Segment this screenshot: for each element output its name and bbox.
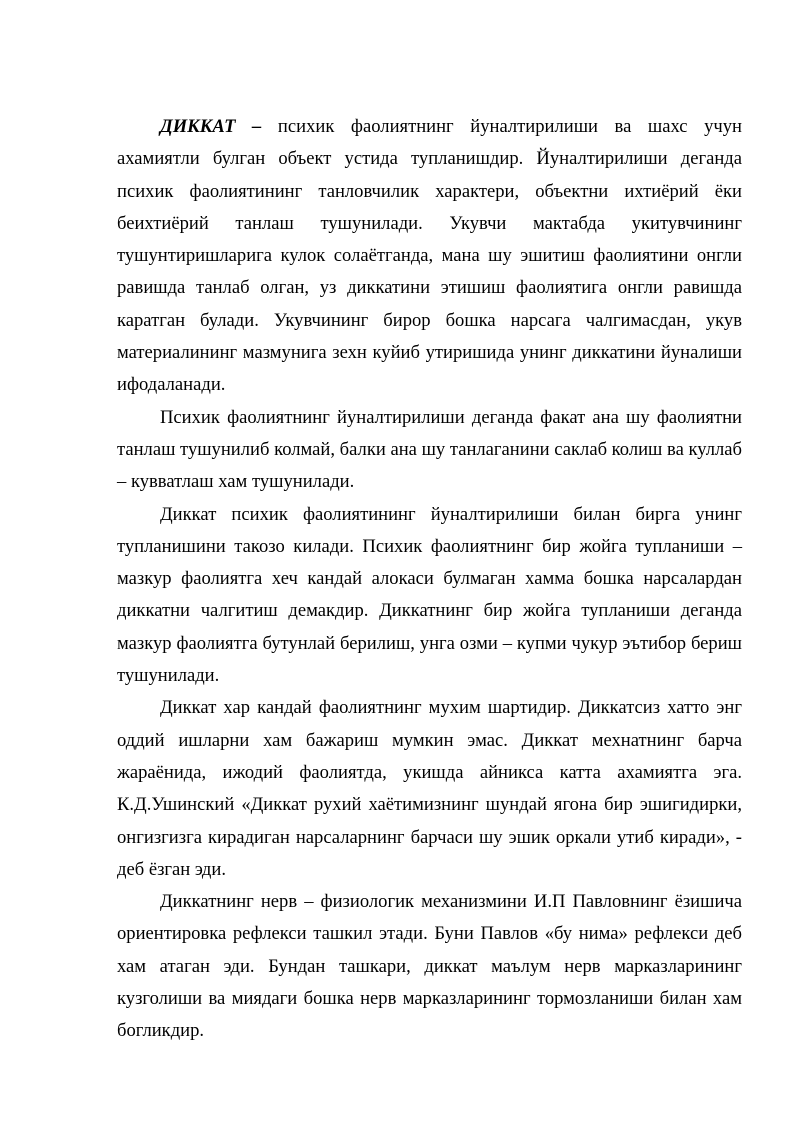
paragraph-1 bbox=[117, 111, 742, 402]
term-heading: ДИККАТ – bbox=[160, 116, 262, 137]
paragraph-4: Диккат хар кандай фаолиятнинг мухим шартидир. Диккатсиз хатто энг оддий ишларни хам бажариш мумкин эмас. Диккат мехнатнинг барча жараёнида, ижодий фаолиятда, укишда айникса катта ахамиятга эга. К.Д.Ушинский «Диккат рухий хаётимизнинг шундай ягона бир эшигидирки, онгизгизга кирадиган нарсаларнинг барчаси шу эшик оркали утиб киради», - деб ёзган эди. bbox=[117, 697, 742, 880]
paragraph-1-text: психик фаолиятнинг йуналтирилиши ва шахс учун ахамиятли булган объект устида тупланишдир. Йуналтирилиши деганда психик фаолиятининг танловчилик характери, объектни ихтиёрий ёки беихтиёрий танлаш тушунилади. Укувчи мактабда укитувчининг тушунтиришларига кулок солаётганда, мана шу эшитиш фаолиятини онгли равишда танлаб олган, уз диккатини этишиш фаолиятига онгли равишда каратган булади. Укувчининг бирор бошка нарсага чалгимасдан, укув материалининг мазмунига зехн куйиб утиришида унинг диккатини йуналиши ифодаланади. bbox=[117, 116, 742, 396]
paragraph-3: Диккат психик фаолиятининг йуналтирилиши билан бирга унинг тупланишини такозо килади. Психик фаолиятнинг бир жойга тупланиши – мазкур фаолиятга хеч кандай алокаси булмаган хамма бошка нарсалардан диккатни чалгитиш демакдир. Диккатнинг бир жойга тупланиши деганда мазкур фаолиятга бутунлай берилиш, унга озми – купми чукур эътибор бериш тушунилади. bbox=[117, 503, 742, 687]
document-body bbox=[117, 111, 742, 1048]
paragraph-5: Диккатнинг нерв – физиологик механизмини И.П Павловнинг ёзишича ориентировка рефлекси ташкил этади. Буни Павлов «бу нима» рефлекси деб хам атаган эди. Бундан ташкари, диккат маълум нерв марказларининг кузголиши ва миядаги бошка нерв марказларининг тормозланиши билан хам богликдир. bbox=[117, 891, 742, 1042]
paragraph-2: Психик фаолиятнинг йуналтирилиши деганда факат ана шу фаолиятни танлаш тушунилиб колмай, балки ана шу танлаганини саклаб колиш ва куллаб – кувватлаш хам тушунилади. bbox=[117, 406, 742, 493]
